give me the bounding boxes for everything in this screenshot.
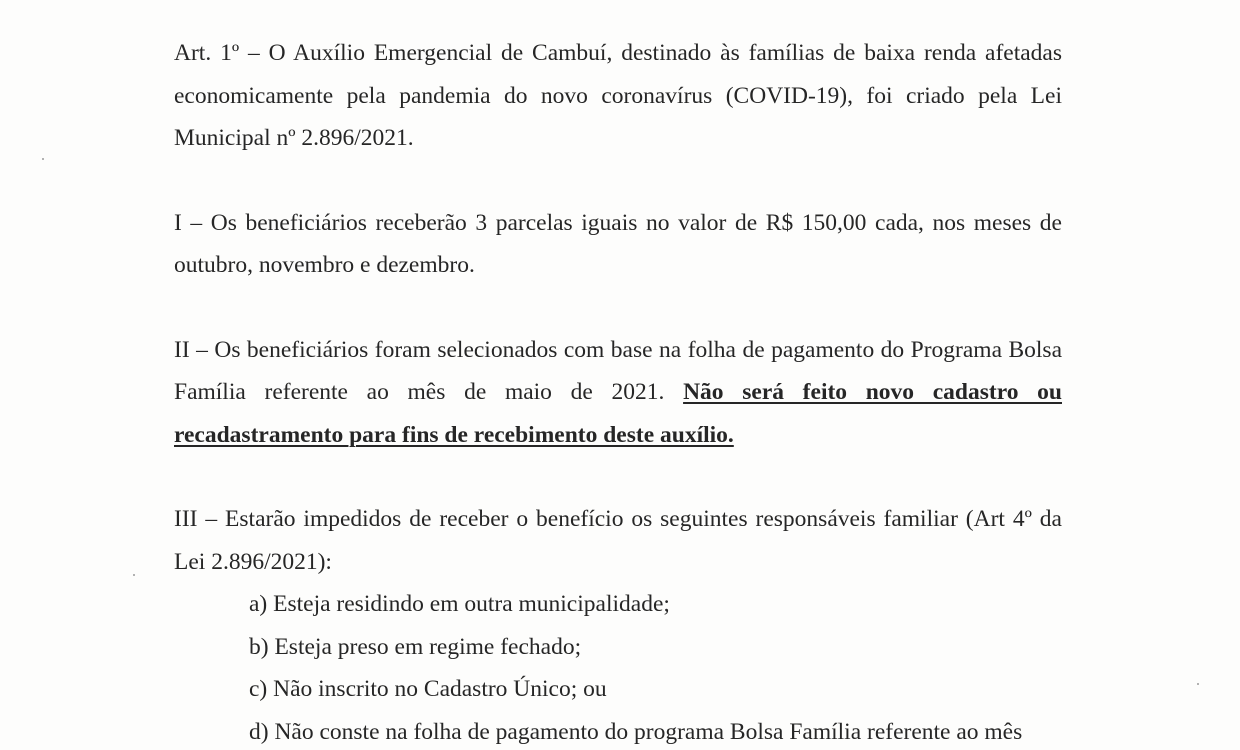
item-iii-text: III – Estarão impedidos de receber o benefício os seguintes responsáveis familiar (Art 4º da Lei 2.896/2021): xyxy=(174,506,1062,575)
item-ii-emphasis: Não será feito novo cadastro ou recadastramento para fins de recebimento deste auxílio. xyxy=(174,379,1062,448)
list-item: d) Não conste na folha de pagamento do programa Bolsa Família referente ao mês xyxy=(249,718,1023,745)
article-1-text: Art. 1º – O Auxílio Emergencial de Cambuí, destinado às famílias de baixa renda afetadas economicamente pela pandemia do novo coronavírus (COVID-19), foi criado pela Lei Municipal nº 2.896/2021. xyxy=(174,40,1062,151)
item-iii-sublist xyxy=(174,583,1062,750)
scan-speck xyxy=(133,574,135,576)
scan-speck xyxy=(1197,683,1199,685)
item-i-paragraph xyxy=(174,202,1062,287)
item-ii-text: II – Os beneficiários foram selecionados com base na folha de pagamento do Programa Bolsa Família referente ao mês de maio de 2021. xyxy=(174,336,1062,405)
item-ii-paragraph xyxy=(174,329,1062,457)
list-item: c) Não inscrito no Cadastro Único; ou xyxy=(249,676,607,702)
list-item: a) Esteja residindo em outra municipalidade; xyxy=(249,591,670,617)
article-1-paragraph xyxy=(174,32,1062,160)
item-iii-paragraph xyxy=(174,498,1062,583)
scan-speck xyxy=(42,158,44,160)
item-i-text: I – Os beneficiários receberão 3 parcelas iguais no valor de R$ 150,00 cada, nos meses de outubro, novembro e dezembro. xyxy=(174,209,1062,278)
list-item: b) Esteja preso em regime fechado; xyxy=(249,633,582,660)
document-body xyxy=(174,32,1062,750)
